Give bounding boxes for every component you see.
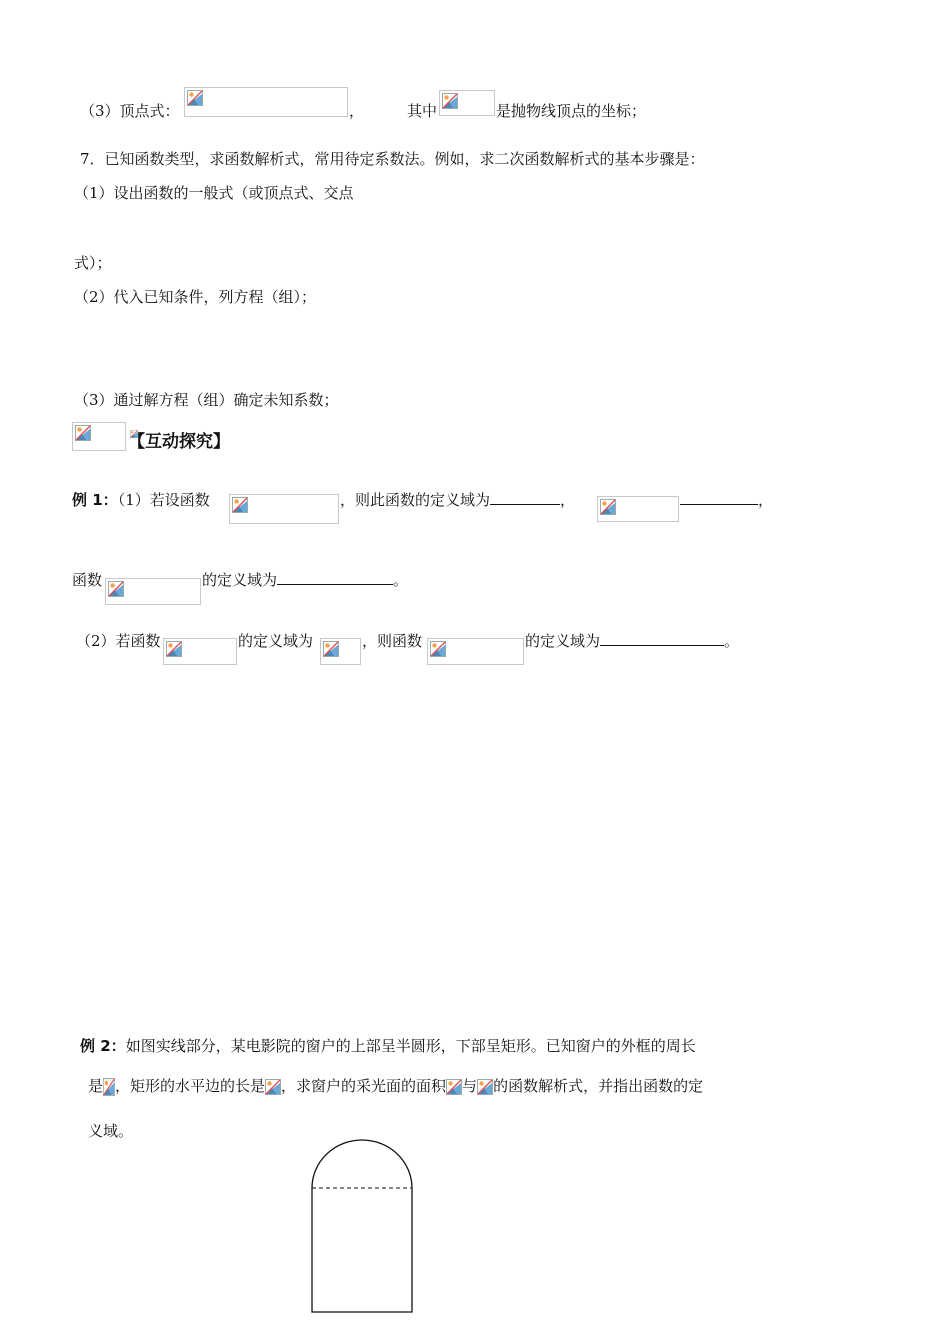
- broken-image-icon: [600, 499, 616, 515]
- ex1-line1b: [340, 490, 575, 510]
- ex1-p1e: 函数: [72, 571, 103, 589]
- broken-image-icon: [477, 1079, 493, 1095]
- ex2-label: 例 2: [80, 1037, 111, 1055]
- ex1-p1a: （1）若设函数: [117, 491, 210, 509]
- formula-image: [105, 578, 201, 605]
- answer-blank[interactable]: [600, 631, 724, 646]
- vertex-form-suffix: 是抛物线顶点的坐标；: [496, 102, 647, 120]
- broken-image-icon: [442, 93, 458, 109]
- ex2-line1: [80, 1036, 696, 1056]
- ex1-colon: ：: [102, 491, 118, 509]
- vertex-form-comma: ，: [349, 102, 365, 120]
- window-diagram: [300, 1130, 430, 1320]
- broken-image-icon: [232, 497, 248, 513]
- item7-line1: 7．已知函数类型，求函数解析式，常用待定系数法。例如，求二次函数解析式的基本步骤是：: [80, 150, 705, 168]
- ex2-l2d: 与: [462, 1077, 478, 1095]
- ex1-line1c: [680, 490, 773, 510]
- ex1-p2a: （2）若函数: [76, 632, 161, 650]
- vertex-form-prefix: （3）顶点式：: [80, 102, 180, 120]
- vertex-form-line: [80, 101, 180, 121]
- formula-image: [439, 90, 495, 116]
- answer-blank[interactable]: [277, 570, 393, 585]
- ex1-line2: [202, 570, 408, 590]
- ex2-l2c: ，求窗户的采光面的面积: [281, 1077, 447, 1095]
- item7-step2: （2）代入已知条件，列方程（组）；: [74, 288, 317, 306]
- broken-image-icon: [446, 1079, 462, 1095]
- ex2-line2: [88, 1076, 703, 1096]
- ex2-l2a: 是: [88, 1077, 104, 1095]
- ex2-l2e: 的函数解析式，并指出函数的定: [493, 1077, 704, 1095]
- formula-image: [427, 638, 524, 665]
- answer-blank[interactable]: [680, 490, 758, 505]
- item7-step1b: 式）；: [74, 254, 112, 272]
- vertex-form-mid: 其中: [407, 102, 438, 120]
- formula-image: [597, 496, 679, 522]
- broken-image-icon: [430, 641, 446, 657]
- ex1-p2c: ，则函数: [362, 632, 423, 650]
- ex1-p2b: 的定义域为: [238, 632, 314, 650]
- ex2-colon: ：: [110, 1037, 126, 1055]
- item7-step3: （3）通过解方程（组）确定未知系数；: [74, 391, 339, 409]
- ex2-l3: 义域。: [88, 1122, 134, 1140]
- ex2-l1: 如图实线部分，某电影院的窗户的上部呈半圆形，下部呈矩形。已知窗户的外框的周长: [125, 1037, 696, 1055]
- broken-image-icon: [323, 641, 339, 657]
- broken-image-icon: [265, 1079, 281, 1095]
- ex1-p1g: 。: [393, 571, 409, 589]
- broken-image-icon: [166, 641, 182, 657]
- ex1-p1d: ，: [758, 491, 774, 509]
- broken-image-icon: [187, 90, 203, 106]
- section-image: [72, 422, 126, 451]
- ex1-p1f: 的定义域为: [202, 571, 278, 589]
- formula-image: [184, 87, 348, 117]
- formula-image: [163, 638, 237, 665]
- formula-image: [229, 494, 339, 524]
- section-title: 【互动探究】: [128, 432, 230, 452]
- ex1-p2e: 。: [724, 632, 740, 650]
- ex1-p1c: ，: [560, 491, 576, 509]
- item7-step1a: （1）设出函数的一般式（或顶点式、交点: [74, 184, 354, 202]
- window-outline: [312, 1140, 412, 1312]
- ex1-line3: [525, 631, 739, 651]
- broken-image-icon: [75, 425, 91, 441]
- formula-image: [320, 638, 361, 665]
- answer-blank[interactable]: [490, 490, 560, 505]
- broken-image-icon: [103, 1078, 115, 1096]
- ex2-l2b: ，矩形的水平边的长是: [115, 1077, 266, 1095]
- ex1-p1b: ，则此函数的定义域为: [340, 491, 491, 509]
- broken-image-icon: [108, 581, 124, 597]
- ex1-p2d: 的定义域为: [525, 632, 601, 650]
- ex1-line1a: [72, 490, 210, 510]
- ex1-label: 例 1: [72, 491, 103, 509]
